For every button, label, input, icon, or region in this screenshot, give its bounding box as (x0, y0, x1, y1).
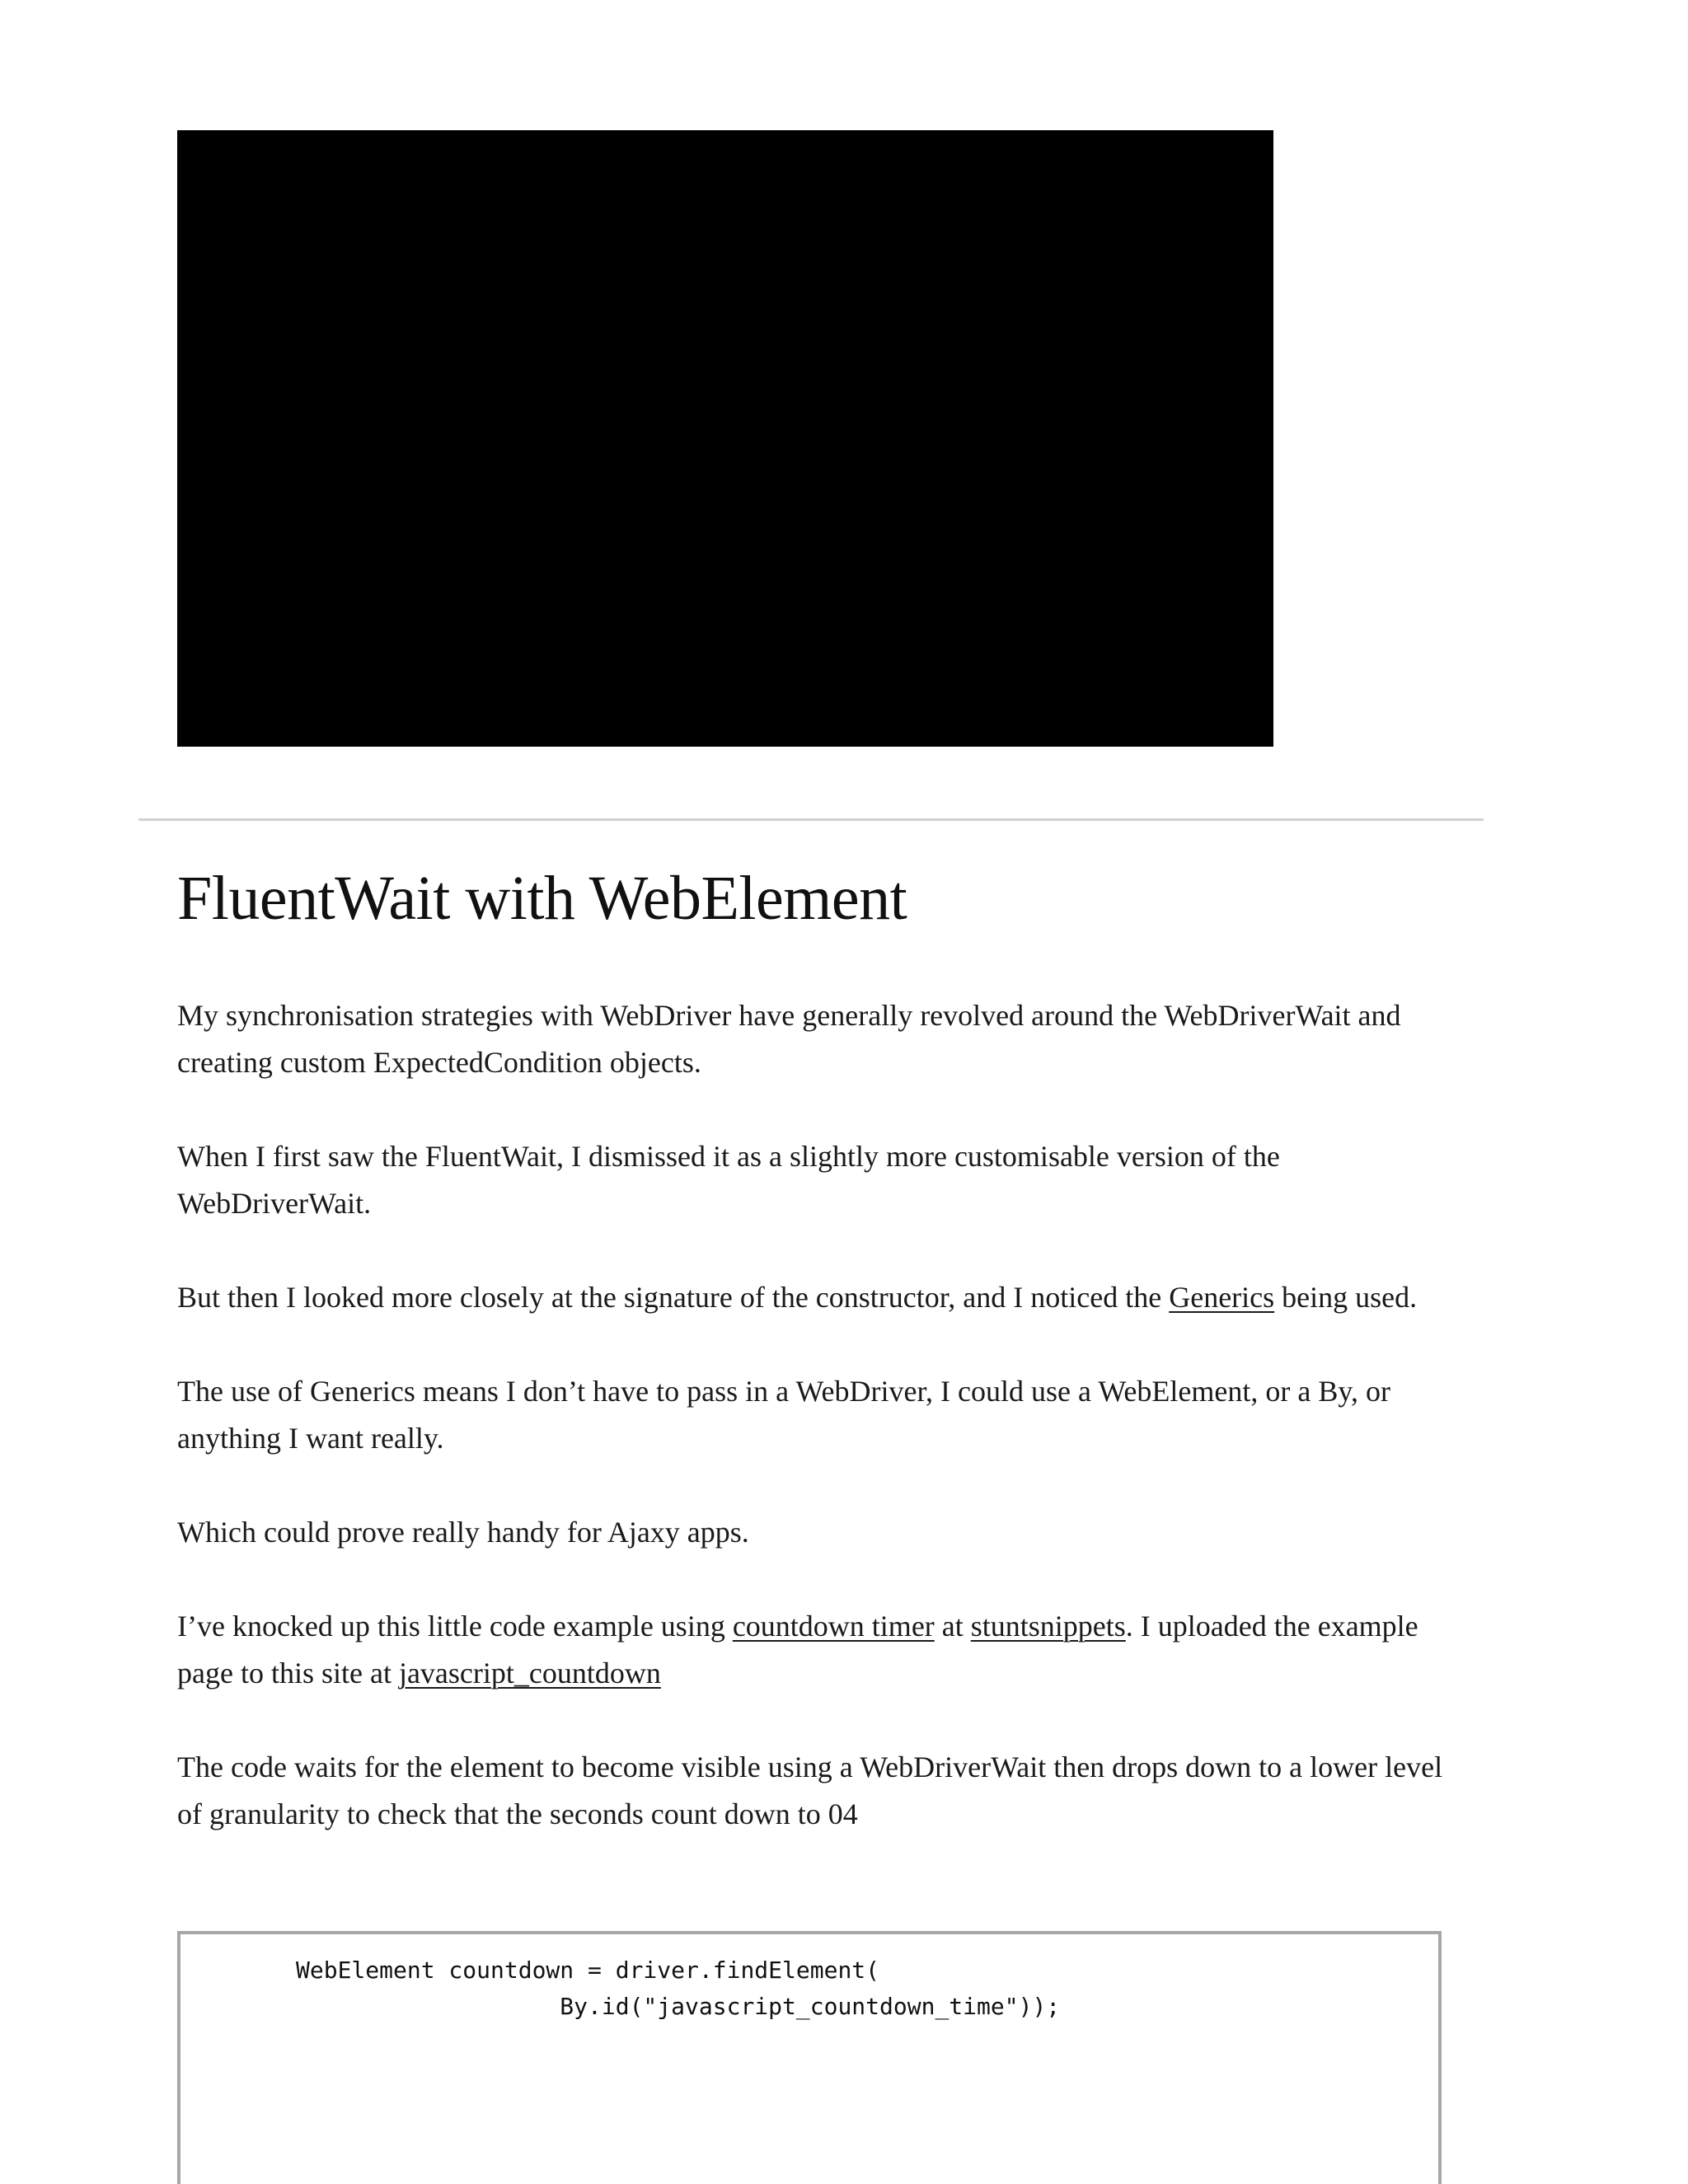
paragraph-6-text-b: at (934, 1610, 971, 1643)
post-title: FluentWait with WebElement (177, 864, 907, 933)
stuntsnippets-link[interactable]: stuntsnippets (970, 1610, 1126, 1643)
code-line-2: By.id("javascript_countdown_time")); (296, 1993, 1061, 2020)
paragraph-1: My synchronisation strategies with WebDriver have generally revolved around the WebDriverWait and creating custom ExpectedCondition objects. (177, 999, 1401, 1079)
paragraph-6-text-a: I’ve knocked up this little code example using (177, 1610, 733, 1643)
javascript-countdown-link[interactable]: javascript_countdown (398, 1657, 661, 1690)
paragraph-3-text-a: But then I looked more closely at the signature of the constructor, and I noticed the (177, 1281, 1170, 1314)
code-line-1: WebElement countdown = driver.findElement( (296, 1957, 880, 1984)
paragraph-4: The use of Generics means I don’t have to pass in a WebDriver, I could use a WebElement, or a By, or anything I want really. (177, 1375, 1390, 1455)
countdown-timer-link[interactable]: countdown timer (732, 1610, 935, 1643)
paragraph-3 (177, 1274, 1463, 1321)
code-block[interactable] (177, 1931, 1442, 2184)
paragraph-7: The code waits for the element to become visible using a WebDriverWait then drops down to a lower level of granularity to check that the seconds count down to 04 (177, 1750, 1443, 1830)
paragraph-2: When I first saw the FluentWait, I dismissed it as a slightly more customisable version of the WebDriverWait. (177, 1140, 1280, 1220)
paragraph-3-text-b: being used. (1274, 1281, 1418, 1314)
paragraph-6-text-c: . I uploaded the example page to this site at (177, 1610, 1418, 1690)
generics-link[interactable]: Generics (1169, 1281, 1275, 1314)
code-listing (181, 1934, 1438, 2025)
paragraph-5: Which could prove really handy for Ajaxy apps. (177, 1516, 749, 1549)
section-divider (138, 818, 1484, 821)
video-embed[interactable] (177, 130, 1273, 747)
paragraph-6 (177, 1603, 1463, 1697)
article (177, 857, 1463, 1885)
